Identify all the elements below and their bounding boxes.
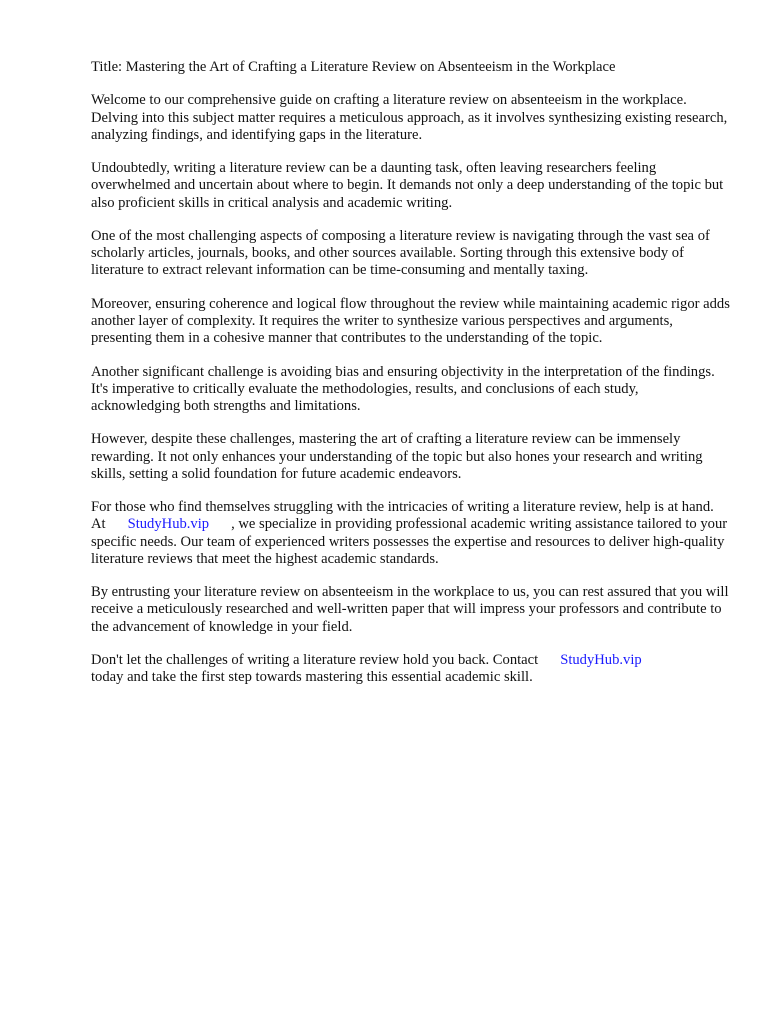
closing-text-after: today and take the first step towards mastering this essential academic skill. [91, 669, 533, 686]
paragraph-intro: Welcome to our comprehensive guide on crafting a literature review on absenteeism in the workplace. Delving into this subject matter requires a meticulous approach, as it involves synthesizing existing research, analyzing findings, and identifying gaps in the literature. [91, 92, 728, 143]
paragraph-entrust: By entrusting your literature review on absenteeism in the workplace to us, you can rest assured that you will receive a meticulously researched and well-written paper that will impress your professors and contribute to the advancement of knowledge in your field. [91, 584, 729, 635]
help-text-before: For those who find themselves struggling with the intricacies of writing a literature review, help is at hand. At [91, 499, 714, 533]
paragraph-rewarding: However, despite these challenges, mastering the art of crafting a literature review can be immensely rewarding. It not only enhances your understanding of the topic but also hones your research and writing skills, setting a solid foundation for future academic endeavors. [91, 431, 703, 482]
paragraph-help [91, 499, 731, 568]
document-page [91, 59, 731, 703]
paragraph-coherence: Moreover, ensuring coherence and logical flow throughout the review while maintaining academic rigor adds another layer of complexity. It requires the writer to synthesize various perspectives and arguments, presenting them in a cohesive manner that contributes to the understanding of the topic. [91, 295, 730, 347]
paragraph-bias: Another significant challenge is avoiding bias and ensuring objectivity in the interpretation of the findings. It's imperative to critically evaluate the methodologies, results, and conclusions of each study, acknowledging both strengths and limitations. [91, 363, 715, 414]
paragraph-closing [91, 652, 731, 686]
document-title: Title: Mastering the Art of Crafting a Literature Review on Absenteeism in the Workplace [91, 59, 616, 75]
studyhub-link[interactable]: StudyHub.vip [127, 516, 210, 533]
help-text-after: , we specialize in providing professional academic writing assistance tailored to your specific needs. Our team of experienced writers possesses the expertise and resources to deliver high-quality literature reviews that meet the highest academic standards. [91, 516, 728, 567]
paragraph-challenge: Undoubtedly, writing a literature review can be a daunting task, often leaving researchers feeling overwhelmed and uncertain about where to begin. It demands not only a deep understanding of the topic but also proficient skills in critical analysis and academic writing. [91, 160, 724, 211]
closing-text-before: Don't let the challenges of writing a literature review hold you back. Contact [91, 651, 539, 668]
paragraph-sources: One of the most challenging aspects of composing a literature review is navigating through the vast sea of scholarly articles, journals, books, and other sources available. Sorting through this extensive body of literature to extract relevant information can be time-consuming and mentally taxing. [91, 227, 710, 279]
studyhub-link-contact[interactable]: StudyHub.vip [560, 651, 642, 668]
